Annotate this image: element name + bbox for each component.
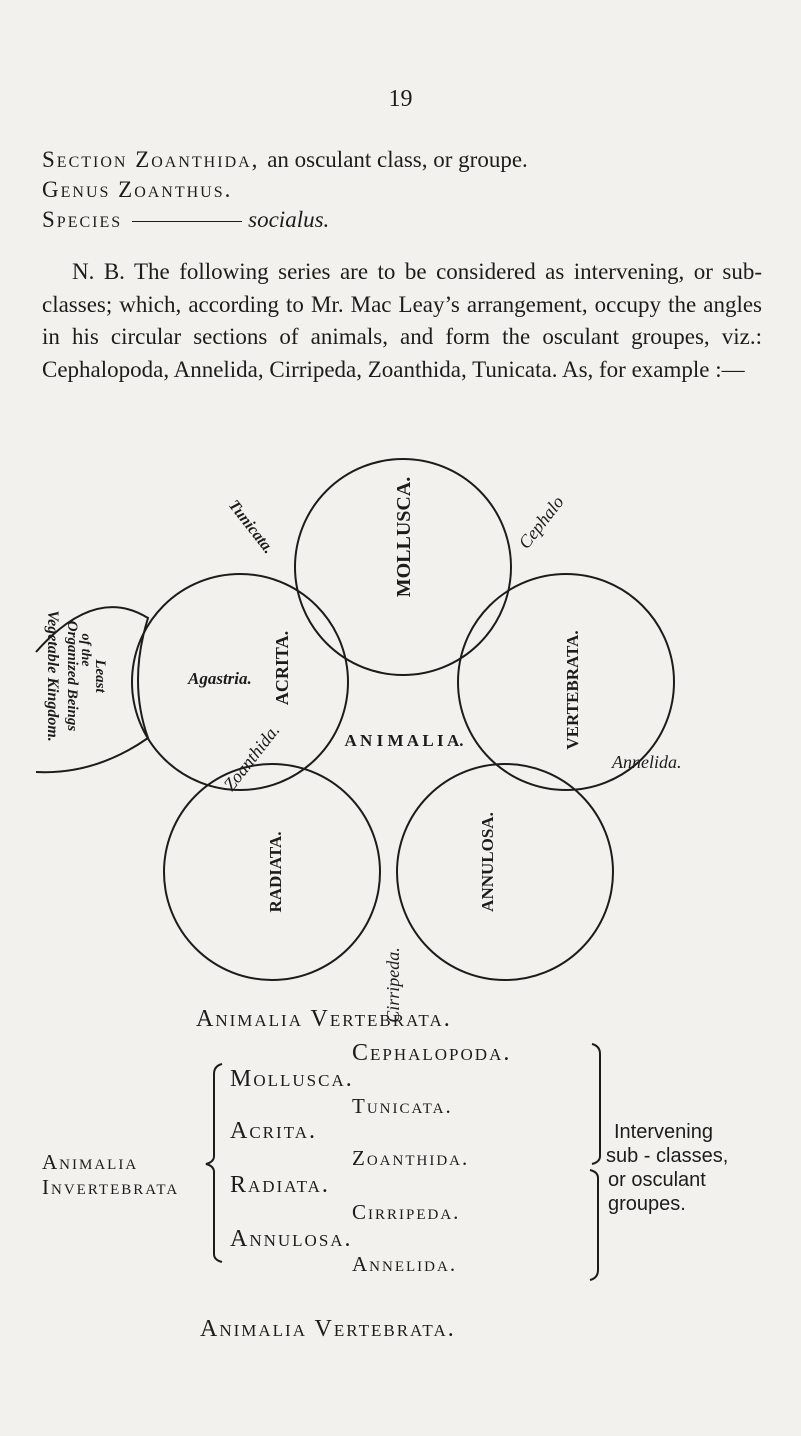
note-text: The following series are to be considered as intervening, or sub-classes; which, according to Mr. Mac Leay’s arrangement, occupy the angles in his circular sections of animals, and form the osculant groupes, viz.: Cephalopoda, Annelida, Cirripeda, Zoanthida, Tunicata. As, for example :— <box>42 259 763 382</box>
table-col2-item-2: Tunicata. <box>352 1094 453 1118</box>
table-left-label-1: Animalia <box>42 1150 139 1174</box>
table-right-brace-bottom <box>590 1170 598 1280</box>
table-bottom-heading: Animalia Vertebrata. <box>200 1316 456 1342</box>
vertebrata-label: VERTEBRATA. <box>563 630 582 750</box>
table-col2-item-1: Cephalopoda. <box>352 1040 512 1066</box>
annelida-label: Annelida. <box>612 752 682 772</box>
section-description: an osculant class, or groupe. <box>267 147 528 172</box>
table-right-brace-top <box>592 1044 600 1164</box>
table-top-heading: Animalia Vertebrata. <box>196 1006 452 1032</box>
cirripeda-label: Cirripeda. <box>383 947 403 1023</box>
annulosa-circle <box>397 764 613 980</box>
left-arc-label-4: Least <box>92 659 108 693</box>
tunicata-label: Tunicata. <box>224 496 278 558</box>
zoanthida-label: Zoanthida. <box>219 720 284 795</box>
groupes-label: groupes. <box>608 1193 686 1215</box>
species-name: socialus. <box>248 207 330 232</box>
section-label: Section Zoanthida, <box>42 147 260 172</box>
mollusca-label: MOLLUSCA. <box>393 476 415 598</box>
table-left-label-2: Invertebrata <box>42 1175 180 1199</box>
subclasses-label: sub - classes, <box>606 1145 729 1167</box>
left-arc-label-3: of the <box>78 633 93 667</box>
table-col1-item-2: Acrita. <box>230 1118 317 1144</box>
acrita-label: ACRITA. <box>272 630 292 706</box>
table-col2-item-5: Annelida. <box>352 1252 458 1276</box>
note-label: N. B. <box>72 259 125 284</box>
table-col2-item-4: Cirripeda. <box>352 1200 461 1224</box>
page-number: 19 <box>388 86 413 112</box>
species-label: Species <box>42 207 123 232</box>
left-arc-label-2: Organized Beings <box>64 620 80 732</box>
table-col2-item-3: Zoanthida. <box>352 1146 470 1170</box>
table-col1-item-3: Radiata. <box>230 1172 330 1198</box>
annulosa-label: ANNULOSA. <box>478 812 497 912</box>
intervening-label: Intervening <box>614 1121 713 1143</box>
genus-line: Genus Zoanthus. <box>42 177 233 202</box>
left-arc-label-1: Vegetable Kingdom. <box>44 610 61 742</box>
table-left-brace <box>206 1064 222 1262</box>
table-col1-item-1: Mollusca. <box>230 1066 354 1092</box>
animalia-label: A N I M A L I A. <box>344 731 464 750</box>
osculant-label: or osculant <box>608 1169 706 1191</box>
agastria-label: Agastria. <box>188 669 252 688</box>
table-col1-item-4: Annulosa. <box>230 1226 353 1252</box>
radiata-label: RADIATA. <box>266 831 285 913</box>
cephalopoda-label: Cephalo <box>514 492 568 553</box>
